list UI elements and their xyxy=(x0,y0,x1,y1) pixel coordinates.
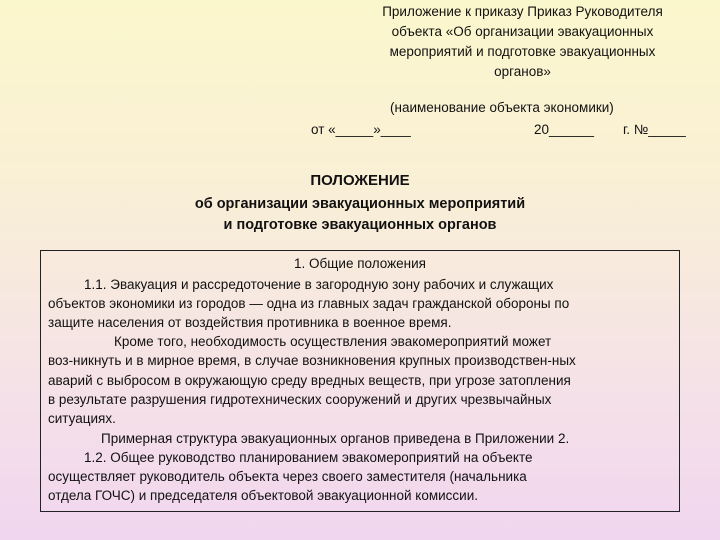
body-line: Кроме того, необходимость осуществления эвакомероприятий может xyxy=(114,334,552,349)
order-number: г. №_____ xyxy=(623,122,686,137)
date-year: 20______ xyxy=(534,122,595,137)
date-from: от «_____»____ xyxy=(311,122,411,137)
body-line: осуществляет руководитель объекта через своего заместителя (начальника xyxy=(48,469,527,484)
appendix-line: Приложение к приказу Приказ Руководителя xyxy=(382,4,663,19)
body-line: 1.2. Общее руководство планированием эвакомероприятий на объекте xyxy=(84,450,533,465)
document-subtitle-line-2: и подготовке эвакуационных органов xyxy=(223,217,497,233)
body-line: объектов экономики из городов — одна из главных задач гражданской обороны по xyxy=(48,296,570,311)
document-title: ПОЛОЖЕНИЕ xyxy=(310,172,410,189)
document-subtitle-line-1: об организации эвакуационных мероприятий xyxy=(194,196,526,212)
body-line: воз-никнуть и в мирное время, в случае возникновения крупных производствен-ных xyxy=(48,353,576,368)
body-line: защите населения от воздействия противника в военное время. xyxy=(48,315,452,330)
body-line: в результате разрушения гидротехнических сооружений и других чрезвычайных xyxy=(48,392,552,407)
appendix-header xyxy=(340,2,705,82)
body-line: ситуациях. xyxy=(48,411,116,426)
body-line: отдела ГОЧС) и председателя объектовой эвакуационной комиссии. xyxy=(48,488,478,503)
appendix-line: органов» xyxy=(494,64,551,79)
section-title: 1. Общие положения xyxy=(294,256,426,271)
body-line: аварий с выбросом в окружающую среду вредных веществ, при угрозе затопления xyxy=(48,373,571,388)
object-name-caption: (наименование объекта экономики) xyxy=(390,100,614,115)
body-line: Примерная структура эвакуационных органов приведена в Приложении 2. xyxy=(101,431,570,446)
appendix-line: мероприятий и подготовке эвакуационных xyxy=(389,44,656,59)
appendix-line: объекта «Об организации эвакуационных xyxy=(391,24,654,39)
body-line: 1.1. Эвакуация и рассредоточение в загородную зону рабочих и служащих xyxy=(84,277,554,292)
